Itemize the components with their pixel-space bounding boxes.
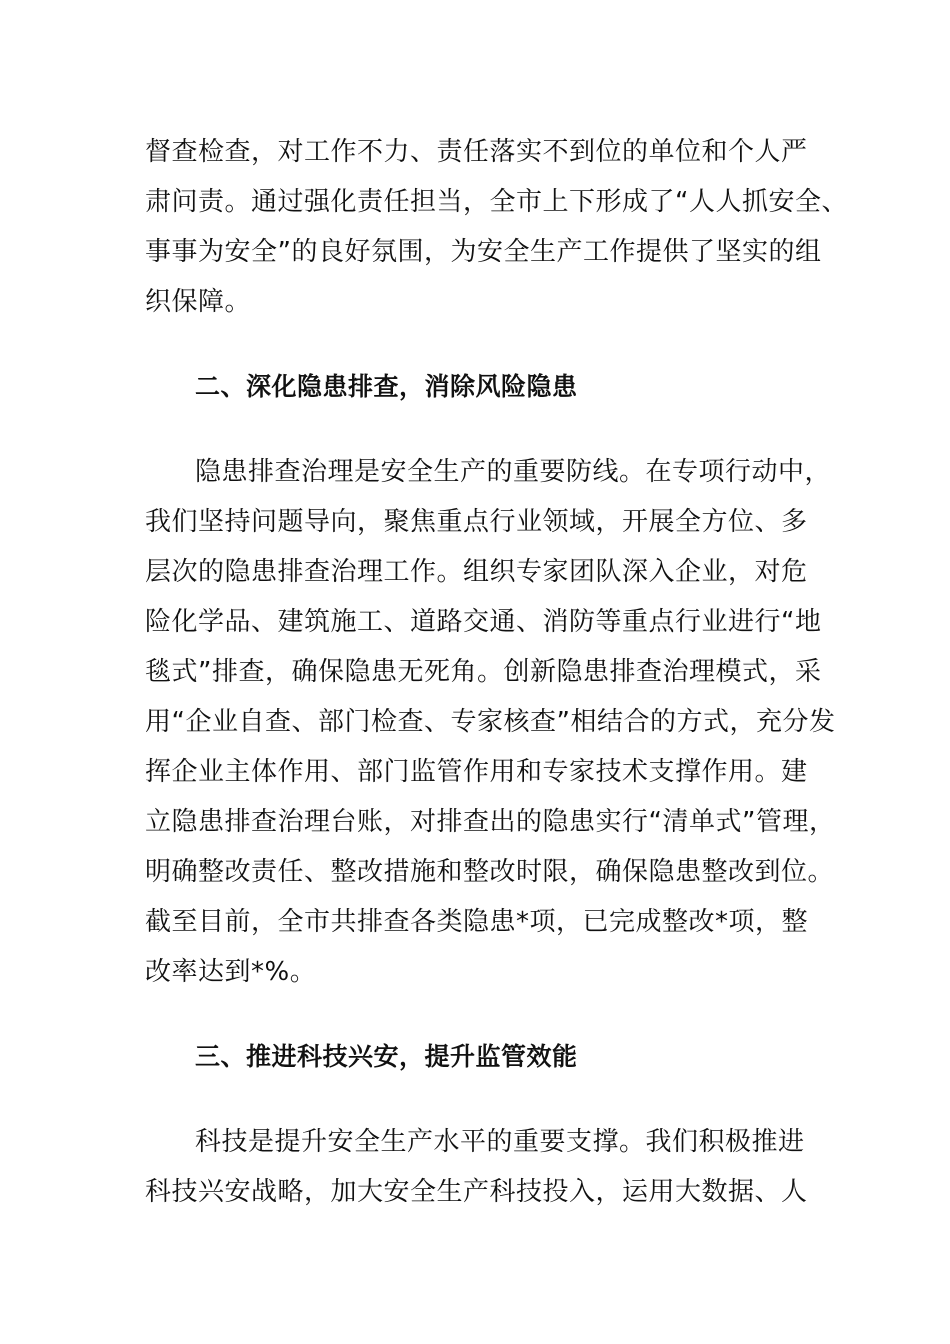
- section-2-line-9: 明确整改责任、整改措施和整改时限，确保隐患整改到位。: [145, 857, 835, 887]
- section-2-line-2: 我们坚持问题导向，聚焦重点行业领域，开展全方位、多: [145, 507, 808, 537]
- section-2-line-1: 隐患排查治理是安全生产的重要防线。在专项行动中，: [195, 457, 832, 487]
- section-2-line-11: 改率达到*%。: [145, 957, 317, 987]
- paragraph-1-line-1: 督查检查，对工作不力、责任落实不到位的单位和个人严: [145, 137, 808, 167]
- paragraph-1-line-4: 织保障。: [145, 287, 252, 317]
- paragraph-1-line-2: 肃问责。通过强化责任担当，全市上下形成了“人人抓安全、: [145, 187, 848, 217]
- paragraph-1-line-3: 事事为安全”的良好氛围，为安全生产工作提供了坚实的组: [145, 237, 822, 267]
- section-3-line-1: 科技是提升安全生产水平的重要支撑。我们积极推进: [195, 1127, 805, 1157]
- section-2-heading: 二、深化隐患排查，消除风险隐患: [195, 372, 578, 401]
- section-2-line-4: 险化学品、建筑施工、道路交通、消防等重点行业进行“地: [145, 607, 822, 637]
- section-2-line-10: 截至目前，全市共排查各类隐患*项，已完成整改*项，整: [145, 907, 809, 937]
- section-2-line-7: 挥企业主体作用、部门监管作用和专家技术支撑作用。建: [145, 757, 808, 787]
- section-2-line-5: 毯式”排查，确保隐患无死角。创新隐患排查治理模式，采: [145, 657, 822, 687]
- section-2-line-6: 用“企业自查、部门检查、专家核查”相结合的方式，充分发: [145, 707, 836, 737]
- section-3-heading: 三、推进科技兴安，提升监管效能: [195, 1042, 578, 1071]
- section-2-line-8: 立隐患排查治理台账，对排查出的隐患实行“清单式”管理，: [145, 807, 836, 837]
- section-2-line-3: 层次的隐患排查治理工作。组织专家团队深入企业，对危: [145, 557, 808, 587]
- section-3-line-2: 科技兴安战略，加大安全生产科技投入，运用大数据、人: [145, 1177, 808, 1207]
